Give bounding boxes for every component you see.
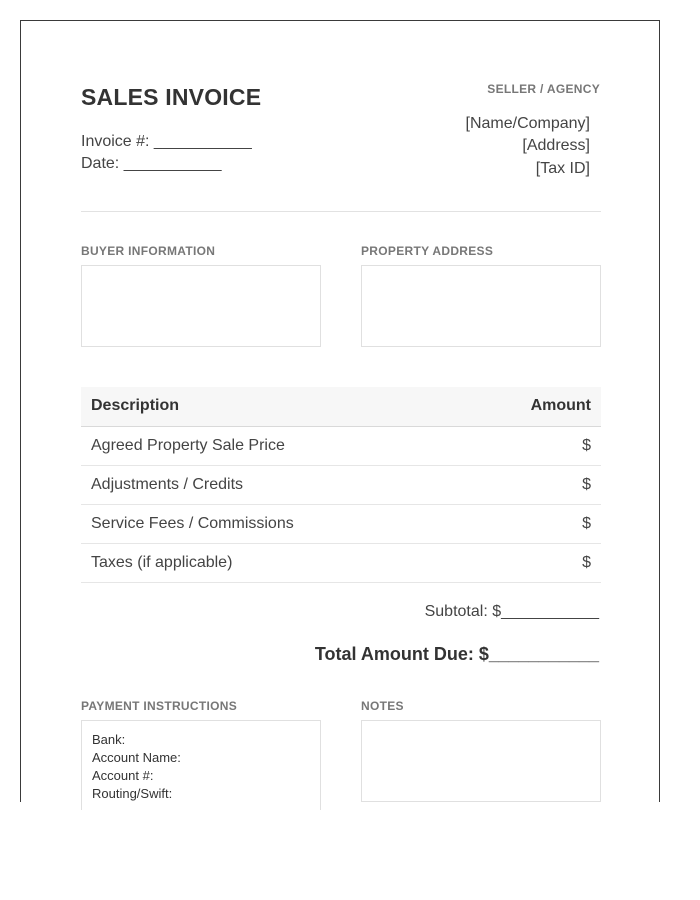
subtotal-field: Subtotal: $___________	[424, 603, 599, 620]
row-amount[interactable]: $	[582, 437, 591, 454]
payment-instructions-box[interactable]	[81, 720, 321, 810]
table-row	[81, 505, 601, 544]
invoice-number-field: Invoice #: ___________	[81, 133, 252, 150]
row-description: Adjustments / Credits	[91, 476, 244, 493]
row-description: Agreed Property Sale Price	[91, 437, 285, 454]
amount-column-header: Amount	[530, 397, 591, 414]
payment-routing-line: Routing/Swift:	[92, 786, 173, 801]
notes-label: NOTES	[361, 699, 404, 713]
table-row	[81, 544, 601, 583]
buyer-information-label: BUYER INFORMATION	[81, 244, 216, 258]
header-divider	[81, 211, 601, 212]
property-address-label: PROPERTY ADDRESS	[361, 244, 494, 258]
table-row	[81, 466, 601, 505]
row-description: Taxes (if applicable)	[91, 554, 233, 571]
payment-bank-line: Bank:	[92, 732, 126, 747]
invoice-page	[20, 20, 660, 802]
payment-account-name-line: Account Name:	[92, 750, 181, 765]
seller-name: [Name/Company]	[465, 115, 590, 132]
seller-agency-label: SELLER / AGENCY	[487, 82, 600, 96]
row-amount[interactable]: $	[582, 515, 591, 532]
invoice-date-field: Date: ___________	[81, 155, 222, 172]
payment-instructions-label: PAYMENT INSTRUCTIONS	[81, 699, 238, 713]
total-amount-due-field: Total Amount Due: $___________	[314, 644, 599, 664]
row-amount[interactable]: $	[582, 476, 591, 493]
property-address-box[interactable]	[361, 265, 601, 347]
description-column-header: Description	[91, 397, 180, 414]
table-header	[81, 387, 601, 427]
payment-account-number-line: Account #:	[92, 768, 154, 783]
invoice-title: SALES INVOICE	[81, 84, 262, 110]
line-items-table	[81, 387, 601, 583]
table-row	[81, 427, 601, 466]
row-amount[interactable]: $	[582, 554, 591, 571]
seller-address: [Address]	[522, 137, 590, 154]
seller-tax-id: [Tax ID]	[535, 160, 590, 177]
buyer-information-box[interactable]	[81, 265, 321, 347]
row-description: Service Fees / Commissions	[91, 515, 294, 532]
notes-box[interactable]	[361, 720, 601, 802]
